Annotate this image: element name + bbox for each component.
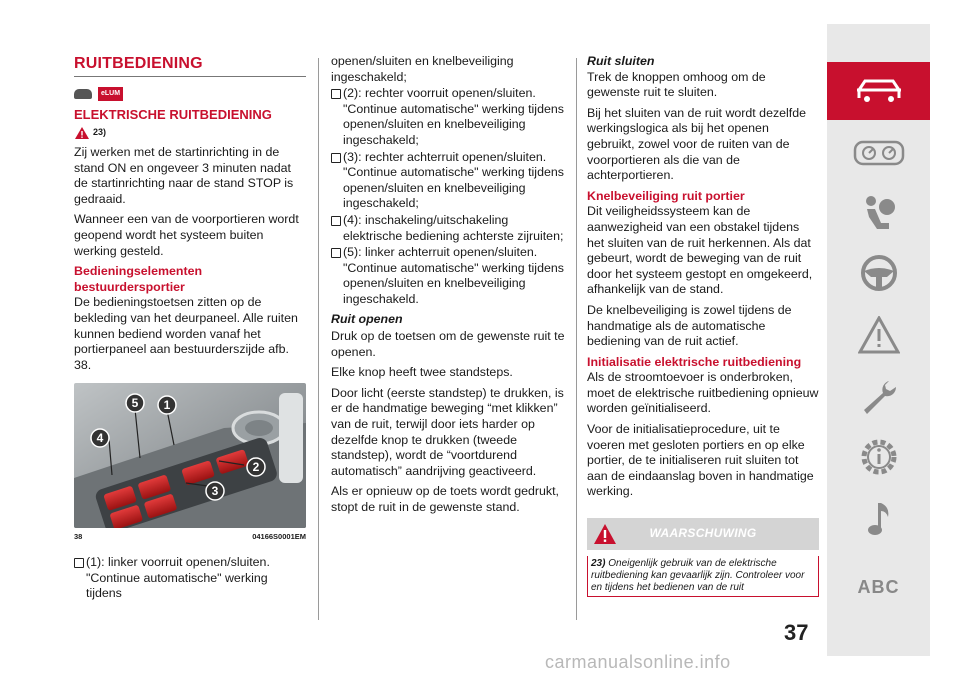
figure-number: 38 (74, 532, 83, 542)
paragraph: De knelbeveiliging is zowel tijdens de handmatige als de automatische bediening van de ruit actief. (587, 302, 792, 349)
heading-ruit-sluiten: Ruit sluiten (587, 54, 655, 68)
column-divider (318, 58, 319, 620)
warning-triangle-icon (593, 523, 617, 545)
page-number: 37 (784, 620, 809, 645)
column-1 (74, 54, 306, 603)
car-icon (853, 76, 905, 106)
bullet-item: (4): inschakeling/uitschakeling elektrische bediening achterste zijruiten; (331, 213, 567, 244)
warning-box-header (587, 518, 819, 550)
heading-initialisatie: Initialisatie elektrische ruitbediening (587, 354, 802, 369)
paragraph: Elke knop heeft twee standsteps. (331, 365, 513, 380)
callout-2: 2 (252, 460, 260, 475)
badge-row (74, 85, 306, 103)
paragraph: Trek de knoppen omhoog om de gewenste ruit te sluiten. (587, 69, 766, 100)
section-title: ELEKTRISCHE RUITBEDIENING (74, 107, 272, 122)
sidebar-item-safety[interactable] (827, 184, 930, 242)
sidebar-item-emergency[interactable] (827, 306, 930, 364)
heading-ruit-openen: Ruit openen (331, 311, 403, 326)
bullet-item: (3): rechter achterruit openen/sluiten. "Continue automatische" werking tijdens openen/sluiten en knelbeveiliging ingeschakeld; (331, 150, 567, 212)
paragraph: De bedieningstoetsen zitten op de bekleding van het deurpaneel. Alle ruiten kunnen bediend worden vanaf het portierpaneel aan bestuurderszijde afb. 38. (74, 295, 298, 372)
sidebar-item-index[interactable] (827, 558, 930, 616)
sub-heading: Bedieningselementen bestuurdersportier (74, 264, 203, 294)
paragraph: Voor de initialisatieprocedure, uit te voeren met gesloten portiers en op elke portier, de te initialiseren ruit sluiten tot aan de eindaanslag boven in handmatige werking. (587, 422, 814, 499)
paragraph: Bij het sluiten van de ruit wordt dezelfde werkingslogica als bij het openen gebruikt, zowel voor de ruiten van de voorportieren als die van de achterportieren. (587, 105, 807, 183)
column-2 (331, 54, 567, 521)
elum-badge: eLUM (98, 87, 123, 101)
window-switch-photo (74, 383, 306, 528)
callout-3: 3 (211, 484, 219, 499)
figure-caption (74, 529, 306, 545)
paragraph: Druk op de toetsen om de gewenste ruit te openen. (331, 329, 565, 359)
title-divider (74, 76, 306, 77)
sidebar-item-driving[interactable] (827, 244, 930, 302)
continuation-text: openen/sluiten en knelbeveiliging ingeschakeld; (331, 54, 514, 84)
wrench-icon (859, 377, 899, 417)
sidebar-item-car[interactable] (827, 62, 930, 120)
callout-1: 1 (163, 398, 171, 413)
warning-triangle-icon (74, 126, 90, 140)
warning-number: 23) (591, 558, 606, 570)
callout-4: 4 (96, 431, 104, 446)
airbag-person-icon (859, 193, 899, 233)
sidebar-item-dashboard[interactable] (827, 124, 930, 182)
figure-code: 04166S0001EM (252, 532, 306, 542)
watermark: carmanualsonline.info (545, 652, 731, 672)
warning-triangle-icon (858, 316, 900, 354)
sidebar-item-maintenance[interactable] (827, 368, 930, 426)
warning-reference (74, 125, 306, 141)
abc-label: ABC (857, 576, 900, 597)
dashboard-gauges-icon (853, 140, 905, 166)
car-badge-icon (74, 89, 92, 99)
sidebar-item-multimedia[interactable] (827, 490, 930, 548)
bullet-item: (5): linker achterruit openen/sluiten. "Continue automatische" werking tijdens openen/sluiten en knelbeveiliging ingeschakeld. (331, 245, 567, 307)
paragraph: Zij werken met de startinrichting in de stand ON en ongeveer 3 minuten nadat de startinrichting naar de stand STOP is gedraaid. (74, 145, 294, 206)
bullet-item: (1): linker voorruit openen/sluiten. "Continue automatische" werking tijdens (74, 555, 306, 602)
chapter-sidebar (827, 24, 930, 656)
heading-knelbeveiliging: Knelbeveiliging ruit portier (587, 188, 745, 203)
gear-info-icon (858, 436, 900, 478)
door-panel-figure (74, 383, 306, 528)
column-divider (576, 58, 577, 620)
paragraph: Als er opnieuw op de toets wordt gedrukt, stopt de ruit in de gewenste stand. (331, 484, 559, 515)
paragraph: Dit veiligheidssysteem kan de aanwezigheid van een obstakel tijdens het sluiten van de ruit herkennen. Als dat gebeurt, wordt de beweging van de ruit door het systeem gestopt en omgekeerd, afhankelijk van de stand. (587, 204, 813, 297)
callout-5: 5 (131, 396, 139, 411)
warning-title: WAARSCHUWING (649, 526, 757, 541)
sidebar-item-technical[interactable] (827, 428, 930, 486)
paragraph: Wanneer een van de voorportieren wordt geopend wordt het systeem buiten werking gesteld. (74, 212, 299, 258)
paragraph: Door licht (eerste standstep) te drukken, is er de handmatige beweging “met klikken” van de ruit, terwijl door iets harder op dezelfde knop te drukken (tweede standstep), wordt de “voortdurend automatisch” aandrijving geactiveerd. (331, 385, 564, 478)
warning-text: Oneigenlijk gebruik van de elektrische ruitbediening kan gevaarlijk zijn. Controleer voor en tijdens het bedienen van de ruit (591, 558, 805, 594)
paragraph: Als de stroomtoevoer is onderbroken, moet de elektrische ruitbediening opnieuw worden geïnitialiseerd. (587, 370, 819, 416)
warning-ref-number: 23) (93, 127, 107, 138)
steering-wheel-icon (859, 253, 899, 293)
warning-body (587, 556, 819, 597)
page-title: RUITBEDIENING (74, 55, 203, 72)
bullet-item: (2): rechter voorruit openen/sluiten. "Continue automatische" werking tijdens openen/sluiten en knelbeveiliging ingeschakeld; (331, 86, 567, 148)
music-note-icon (864, 499, 894, 539)
column-3 (587, 54, 819, 597)
